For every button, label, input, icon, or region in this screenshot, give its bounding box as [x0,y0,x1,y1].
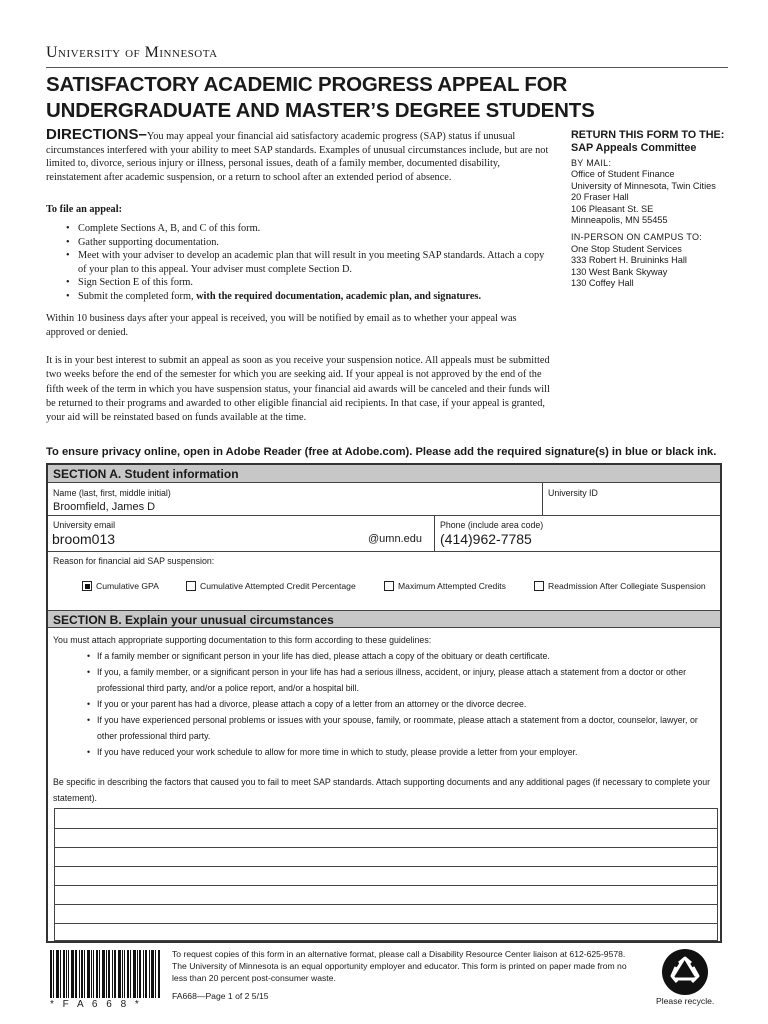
phone-label: Phone (include area code) [440,520,544,530]
guideline-item: • If you or your parent has had a divorce, please attach a copy of a letter from an attorney or the divorce decree. [87,696,713,712]
university-name: University of Minnesota [46,44,218,61]
person-line: 130 West Bank Skyway [571,266,668,277]
form-sections [46,463,722,943]
guidelines-intro: You must attach appropriate supporting documentation to this form according to these guidelines: [53,635,432,645]
appeal-step [64,290,554,304]
directions-heading: DIRECTIONS– [46,126,147,143]
privacy-note: To ensure privacy online, open in Adobe Reader (free at Adobe.com). Please add the required signature(s) in blue or black ink. [46,446,717,458]
reason-option-label: Cumulative Attempted Credit Percentage [200,581,356,591]
appeal-step: • Gather supporting documentation. [64,236,554,250]
statement-line [55,923,717,924]
statement-line [55,904,717,905]
email-label: University email [53,520,116,530]
recycle-label: Please recycle. [656,996,715,1006]
guideline-item: • If a family member or significant person in your life has died, please attach a copy of the obituary or death certificate. [87,648,713,664]
notification-paragraph: Within 10 business days after your appeal is received, you will be notified by email as to whether your appeal was approved or denied. [46,313,517,338]
reason-option-cumulative-gpa[interactable] [82,581,159,591]
row-divider [48,551,720,552]
mail-line: 20 Fraser Hall [571,192,629,203]
person-line: 130 Coffey Hall [571,278,634,289]
header-rule [46,67,728,68]
title-line-1: SATISFACTORY ACADEMIC PROGRESS APPEAL FOR [46,73,568,96]
return-committee: SAP Appeals Committee [571,142,697,154]
appeal-step: • Complete Sections A, B, and C of this form. [64,222,554,236]
return-heading: RETURN THIS FORM TO THE: [571,129,725,141]
deadline-paragraph: It is in your best interest to submit an appeal as soon as you receive your suspension notice. All appeals must be submitted two weeks before the end of the semester for which you are seeking aid. If your appeal is not approved by the end of the fifth week of the term in which you have suspension status, your financial aid awards will be canceled and their funds will be returned to their programs and awarded to other eligible financial aid recipients. In that case, if your appeal is granted, your aid will be reinstated based on funds available at the time. [46,355,550,424]
email-domain-suffix: @umn.edu [368,533,422,545]
email-phone-divider [434,515,435,551]
section-a-heading: SECTION A. Student information [48,465,720,483]
appeal-steps-list [64,222,554,304]
form-page-code: FA668—Page 1 of 2 5/15 [172,991,269,1001]
specific-instructions: Be specific in describing the factors that caused you to fail to meet SAP standards. Attach supporting documents and any additional pages (if necessary to complete your statement). [53,777,711,803]
title-line-2: UNDERGRADUATE AND MASTER’S DEGREE STUDENTS [46,99,595,122]
reason-option-readmission[interactable] [534,581,706,591]
mail-line: 106 Pleasant St. SE [571,203,654,214]
mail-line: Minneapolis, MN 55455 [571,215,668,226]
reason-label: Reason for financial aid SAP suspension: [53,556,215,566]
appeal-step: • Sign Section E of this form. [64,276,554,290]
name-id-divider [542,483,543,515]
checkbox-checked-icon[interactable] [82,581,92,591]
phone-field[interactable]: (414)962-7785 [440,531,532,547]
directions-text: You may appeal your financial aid satisfactory academic progress (SAP) status if unusual circumstances interfered with your ability to meet SAP standards. Examples of unusual circumstances include, but are not limited to, divorce, serious injury or illness, personal issues, death of a family member, documented disability, reinstatement after academic suspension, or a return to school after an extended period of absence. [46,131,549,183]
row-divider [48,515,720,516]
appeal-step-bold: with the required documentation, academic plan, and signatures. [196,290,482,302]
statement-line [55,866,717,867]
name-field[interactable]: Broomfield, James D [53,501,156,513]
barcode [50,950,162,998]
person-line: 333 Robert H. Bruininks Hall [571,255,687,266]
reason-option-label: Cumulative GPA [96,581,159,591]
appeal-step: • Meet with your adviser to develop an academic plan that will result in you meeting SAP standards. Attach a copy of your plan to this appeal. Your adviser must complete Section D. [64,249,554,276]
file-appeal-heading: To file an appeal: [46,204,122,215]
guideline-item: • If you have experienced personal problems or issues with your spouse, family, or roommate, please attach a statement from a doctor, counselor, lawyer, or other professional third party. [87,712,713,744]
reason-option-maximum-attempted-credits[interactable] [384,581,506,591]
checkbox-icon[interactable] [186,581,196,591]
guideline-item: • If you have reduced your work schedule to allow for more time in which to study, please provide a letter from your employer. [87,744,713,760]
university-id-field[interactable] [548,501,716,513]
name-label: Name (last, first, middle initial) [53,488,171,498]
email-field[interactable]: broom013 [52,531,116,547]
mail-line: Office of Student Finance [571,169,675,180]
form-title [46,72,726,124]
person-line: One Stop Student Services [571,243,682,254]
accessibility-notice: To request copies of this form in an alternative format, please call a Disability Resource Center liaison at 612-625-9578. The University of Minnesota is an equal opportunity employer and educator. This form is printed on paper made from no less than 20 percent post-consumer waste. [172,949,627,983]
mail-line: University of Minnesota, Twin Cities [571,180,716,191]
appeal-step-plain: Submit the completed form, [78,290,197,302]
checkbox-icon[interactable] [384,581,394,591]
guidelines-list [53,648,713,760]
university-id-label: University ID [548,488,598,498]
statement-line [55,885,717,886]
section-b-heading: SECTION B. Explain your unusual circumstances [48,610,720,628]
by-mail-label: BY MAIL: [571,158,612,168]
statement-line [55,828,717,829]
reason-option-label: Maximum Attempted Credits [398,581,506,591]
reason-option-attempted-credit-percentage[interactable] [186,581,356,591]
barcode-text: * F A 6 6 8 * [50,999,142,1010]
in-person-label: IN-PERSON ON CAMPUS TO: [571,232,703,243]
directions-paragraph [46,128,554,184]
guidelines-block [53,632,713,760]
statement-text-area[interactable] [54,808,718,941]
recycle-icon [662,949,708,995]
return-address-block [571,129,746,289]
checkbox-icon[interactable] [534,581,544,591]
guideline-item: • If you, a family member, or a significant person in your life has had a serious illness, accident, or injury, please attach a statement from a doctor or other professional third party, and/or a police report, and/or a hospital bill. [87,664,713,696]
statement-line [55,847,717,848]
reason-option-label: Readmission After Collegiate Suspension [548,581,706,591]
